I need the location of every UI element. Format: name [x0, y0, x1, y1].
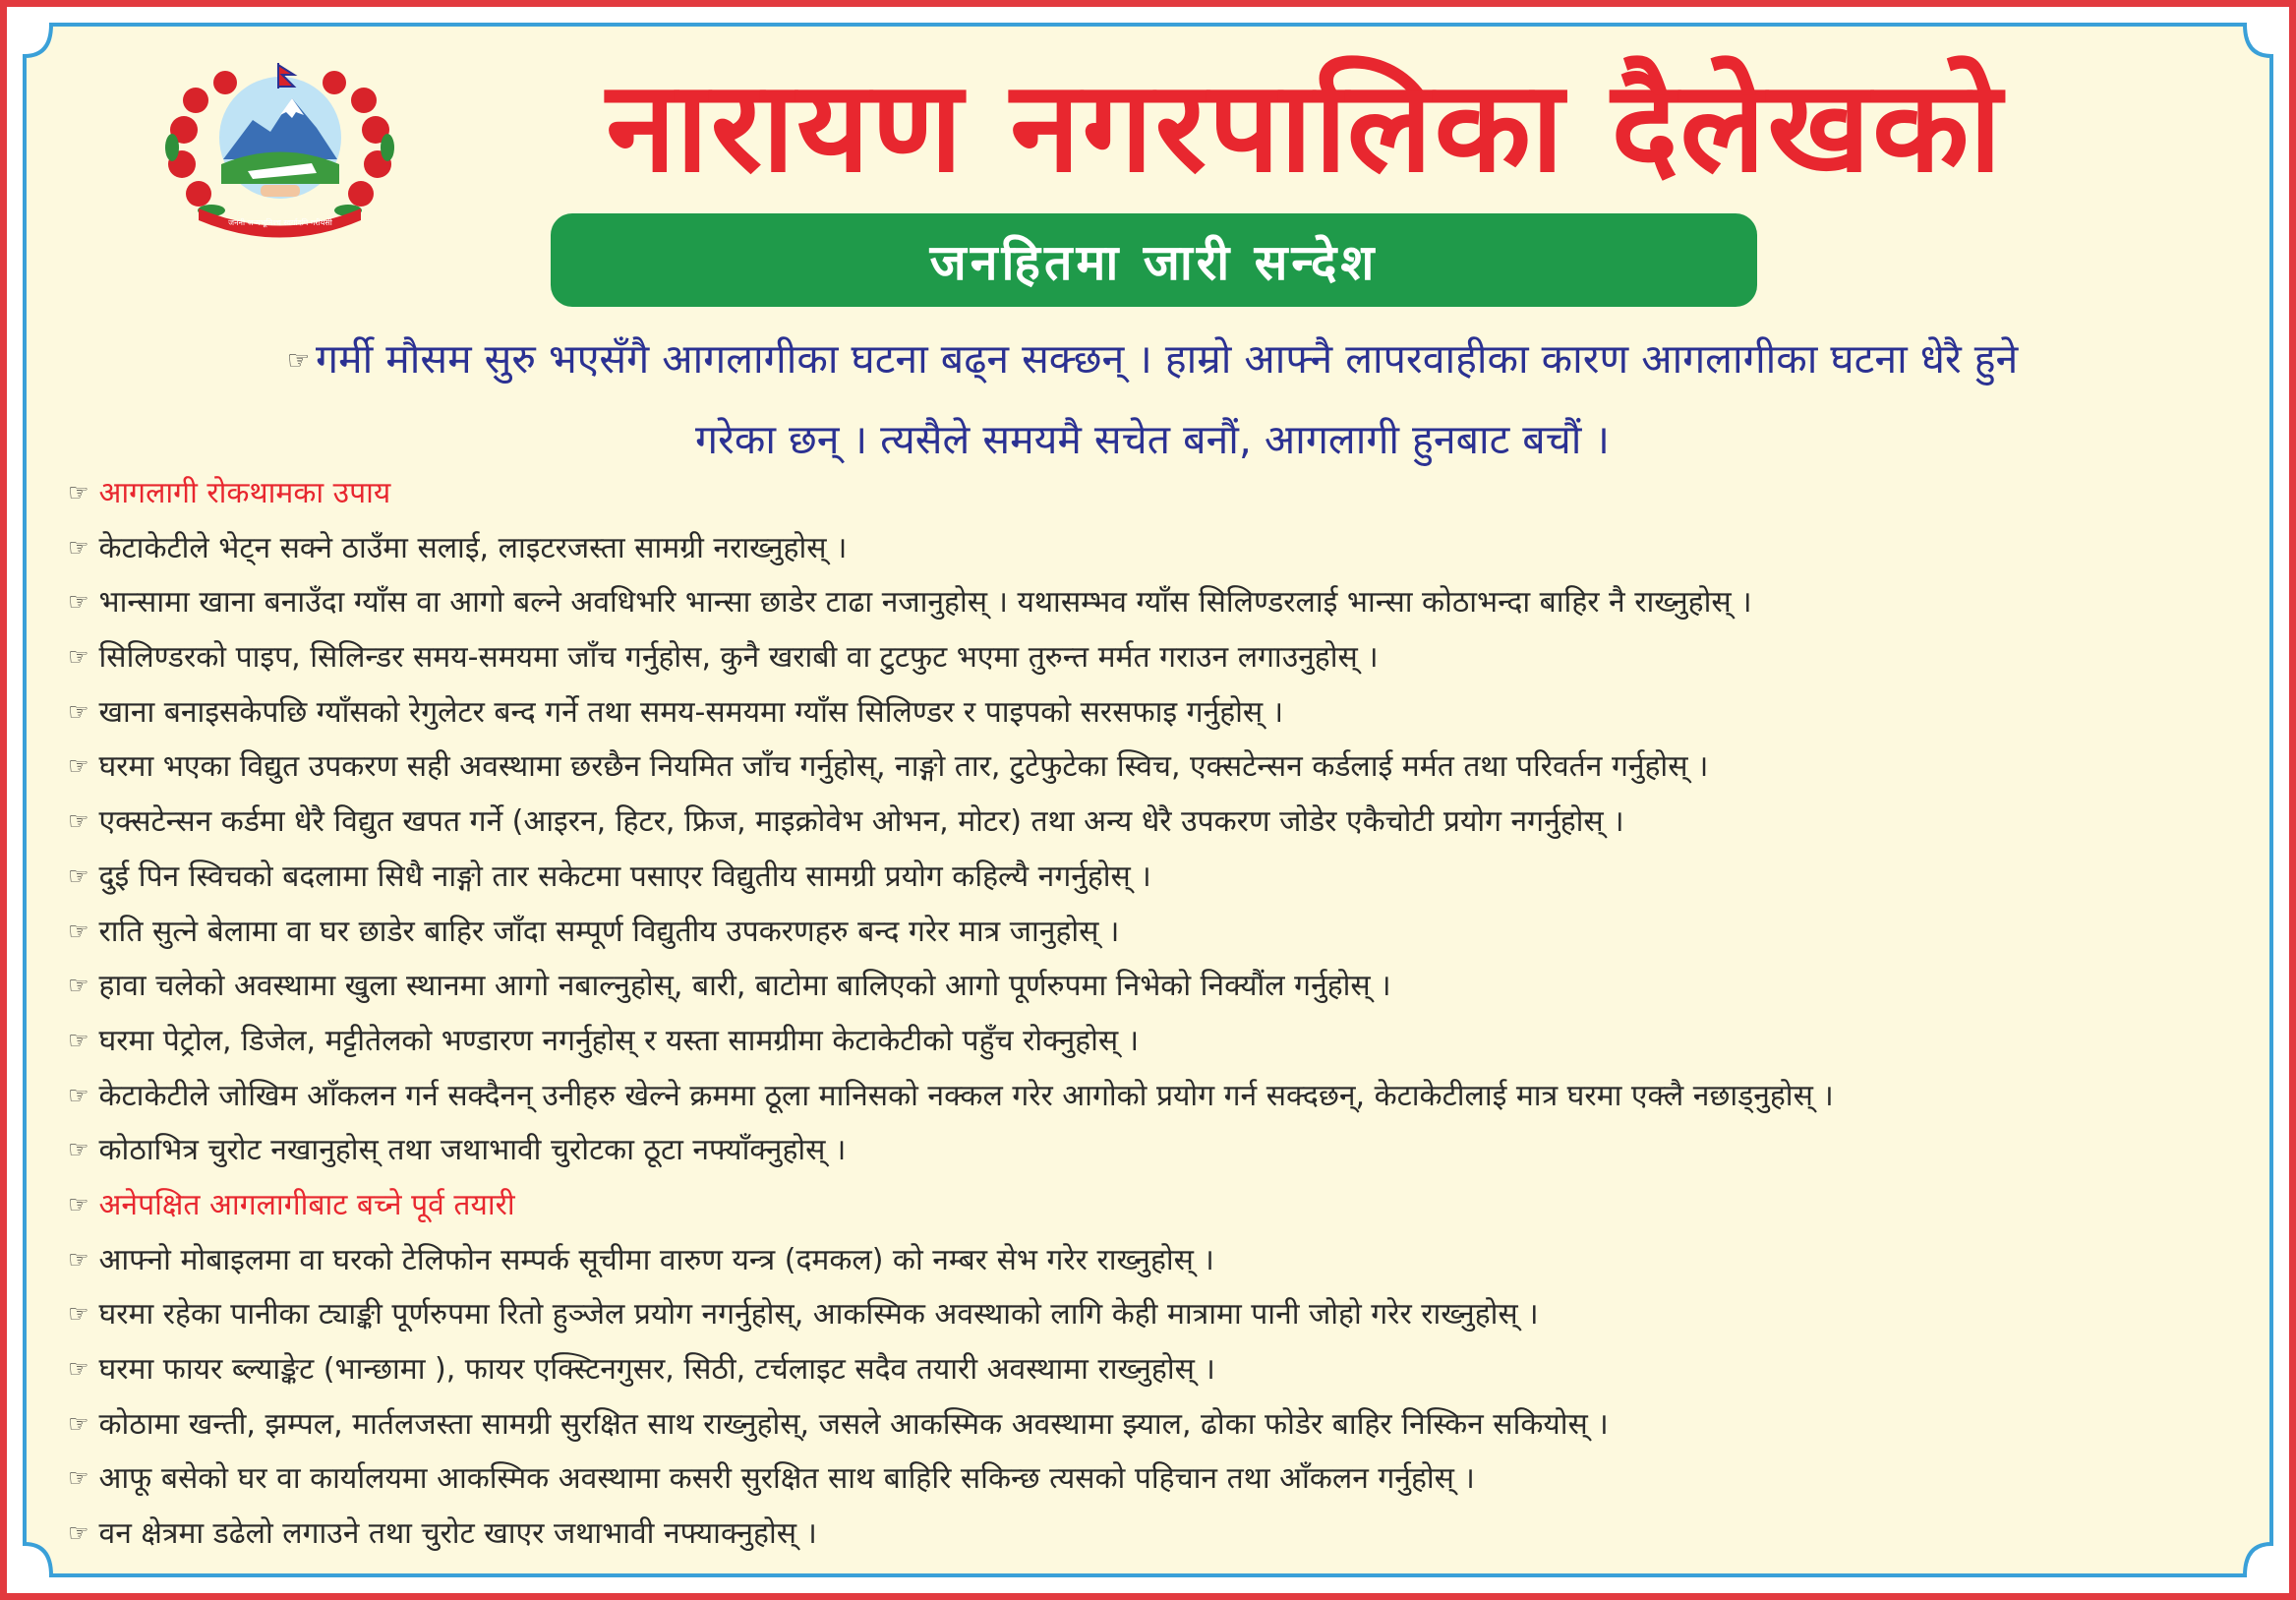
pointing-hand-icon: ☞ [68, 643, 89, 672]
list-item [68, 630, 2251, 685]
list-item-text: दुई पिन स्विचको बदलामा सिधै नाङ्गो तार सकेटमा पसाएर विद्युतीय सामग्री प्रयोग कहिल्यै नगर्नुहोस् । [98, 859, 1151, 894]
pointing-hand-icon: ☞ [68, 697, 89, 726]
pointing-hand-icon: ☞ [68, 807, 89, 836]
list-item-text: भान्सामा खाना बनाउँदा ग्याँस वा आगो बल्ने अवधिभरि भान्सा छाडेर टाढा नजानुहोस् । यथासम्भव ग्याँस सिलिण्डरलाई भान्सा कोठाभन्दा बाहिर नै राख्नुहोस् । [98, 585, 1752, 621]
list-item [68, 685, 2251, 741]
pointing-hand-icon: ☞ [68, 1136, 89, 1164]
pointing-hand-icon: ☞ [68, 533, 89, 562]
pointing-hand-icon: ☞ [68, 1355, 89, 1383]
emblem-motto: जननी जन्मभूमिश्च स्वर्गादपि गरीयसी [228, 218, 332, 227]
list-item [68, 850, 2251, 905]
list-item [68, 740, 2251, 795]
list-item-text: घरमा रहेका पानीका ट्याङ्की पूर्णरुपमा रितो हुञ्जेल प्रयोग नगर्नुहोस्, आकस्मिक अवस्थाको लागि केही मात्रामा पानी जोहो गरेर राख्नुहोस् । [98, 1297, 1539, 1333]
nepal-emblem [154, 61, 405, 238]
banner [551, 213, 1757, 307]
pointing-hand-icon: ☞ [68, 1190, 89, 1218]
list-item [68, 1397, 2251, 1452]
pointing-hand-icon: ☞ [68, 972, 89, 1000]
section-heading-text: अनेपक्षित आगलागीबाट बच्ने पूर्व तयारी [98, 1187, 515, 1222]
list-item [68, 521, 2251, 576]
list-item-text: वन क्षेत्रमा डढेलो लगाउने तथा चुरोट खाएर जथाभावी नफ्याक्नुहोस् । [98, 1516, 817, 1552]
pointing-hand-icon: ☞ [68, 1081, 89, 1109]
list-item-text: घरमा भएका विद्युत उपकरण सही अवस्थामा छरछैन नियमित जाँच गर्नुहोस्, नाङ्गो तार, टुटेफुटेका स्विच, एक्सटेन्सन कर्डलाई मर्मत तथा परिवर्तन गर्नुहोस् । [98, 749, 1709, 785]
list-item [68, 1123, 2251, 1178]
intro-line: ☞ गर्मी मौसम सुरु भएसँगै आगलागीका घटना बढ्न सक्छन् । हाम्रो आफ्नै लापरवाहीका कारण आगलागीका घटना धेरै हुने [286, 335, 2019, 383]
pointing-hand-icon: ☞ [68, 917, 89, 945]
list-item [68, 795, 2251, 850]
section-heading-text: आगलागी रोकथामका उपाय [98, 476, 391, 510]
pointing-hand-icon: ☞ [286, 346, 311, 376]
pointing-hand-icon: ☞ [68, 1300, 89, 1329]
pointing-hand-icon: ☞ [68, 588, 89, 617]
list-item-text: घरमा फायर ब्ल्याङ्केट (भान्छामा ), फायर एक्स्टिनगुसर, सिठी, टर्चलाइट सदैव तयारी अवस्थामा राख्नुहोस् । [98, 1352, 1215, 1387]
list-item [68, 1452, 2251, 1507]
intro-line: गरेका छन् । त्यसैले समयमै सचेत बनौं, आगलागी हुनबाट बचौं । [695, 416, 1610, 463]
pointing-hand-icon: ☞ [68, 1409, 89, 1438]
pointing-hand-icon: ☞ [68, 1519, 89, 1548]
list-item-text: कोठाभित्र चुरोट नखानुहोस् तथा जथाभावी चुरोटका ठूटा नफ्याँक्नुहोस् । [98, 1133, 847, 1168]
list-item [68, 1014, 2251, 1069]
list-item [68, 1233, 2251, 1288]
list-item [68, 1287, 2251, 1342]
pointing-hand-icon: ☞ [68, 1026, 89, 1054]
list-item-text: सिलिण्डरको पाइप, सिलिन्डर समय-समयमा जाँच गर्नुहोस, कुनै खराबी वा टुटफुट भएमा तुरुन्त मर्मत गराउन लगाउनुहोस् । [98, 640, 1379, 676]
section-heading [68, 466, 2251, 521]
pointing-hand-icon: ☞ [68, 861, 89, 890]
list-item [68, 575, 2251, 630]
list-item-text: कोठामा खन्ती, झम्पल, मार्तलजस्ता सामग्री सुरक्षित साथ राख्नुहोस्, जसले आकस्मिक अवस्थामा झ्याल, ढोका फोडेर बाहिर निस्किन सकियोस् । [98, 1406, 1609, 1442]
list-item [68, 1507, 2251, 1562]
list-item-text: घरमा पेट्रोल, डिजेल, मट्टीतेलको भण्डारण नगर्नुहोस् र यस्ता सामग्रीमा केटाकेटीको पहुँच रोक्नुहोस् । [98, 1023, 1140, 1058]
list-item-text: राति सुत्ने बेलामा वा घर छाडेर बाहिर जाँदा सम्पूर्ण विद्युतीय उपकरणहरु बन्द गरेर मात्र जानुहोस् । [98, 914, 1120, 949]
list-item [68, 905, 2251, 960]
list-item-text: आफ्नो मोबाइलमा वा घरको टेलिफोन सम्पर्क सूचीमा वारुण यन्त्र (दमकल) को नम्बर सेभ गरेर राख्नुहोस् । [98, 1242, 1214, 1277]
list-item [68, 1069, 2251, 1124]
advice-list [68, 466, 2251, 1562]
section-heading [68, 1178, 2251, 1233]
list-item-text: खाना बनाइसकेपछि ग्याँसको रेगुलेटर बन्द गर्ने तथा समय-समयमा ग्याँस सिलिण्डर र पाइपको सरसफाइ गर्नुहोस् । [98, 694, 1284, 730]
pointing-hand-icon: ☞ [68, 752, 89, 781]
intro-paragraph [86, 320, 2219, 479]
list-item-text: केटाकेटीले भेट्न सक्ने ठाउँमा सलाई, लाइटरजस्ता सामग्री नराख्नुहोस् । [98, 530, 848, 565]
pointing-hand-icon: ☞ [68, 1464, 89, 1493]
list-item [68, 1342, 2251, 1397]
list-item-text: हावा चलेको अवस्थामा खुला स्थानमा आगो नबाल्नुहोस्, बारी, बाटोमा बालिएको आगो पूर्णरुपमा निभेको निक्यौंल गर्नुहोस् । [98, 969, 1391, 1004]
list-item [68, 959, 2251, 1014]
banner-text: जनहितमा जारी सन्देश [929, 233, 1379, 291]
list-item-text: आफू बसेको घर वा कार्यालयमा आकस्मिक अवस्थामा कसरी सुरक्षित साथ बाहिरि सकिन्छ त्यसको पहिचान तथा आँकलन गर्नुहोस् । [98, 1461, 1475, 1497]
pointing-hand-icon: ☞ [68, 1245, 89, 1274]
page-title: नारायण नगरपालिका दैलेखको [606, 54, 2004, 201]
list-item-text: केटाकेटीले जोखिम आँकलन गर्न सक्दैनन् उनीहरु खेल्ने क्रममा ठूला मानिसको नक्कल गरेर आगोको प्रयोग गर्न सक्दछन्, केटाकेटीलाई मात्र घरमा एक्लै नछाड्नुहोस् । [98, 1078, 1834, 1113]
pointing-hand-icon: ☞ [68, 479, 89, 506]
list-item-text: एक्सटेन्सन कर्डमा धेरै विद्युत खपत गर्ने (आइरन, हिटर, फ्रिज, माइक्रोवेभ ओभन, मोटर) तथा अन्य धेरै उपकरण जोडेर एकैचोटी प्रयोग नगर्नुहोस् । [98, 804, 1624, 840]
